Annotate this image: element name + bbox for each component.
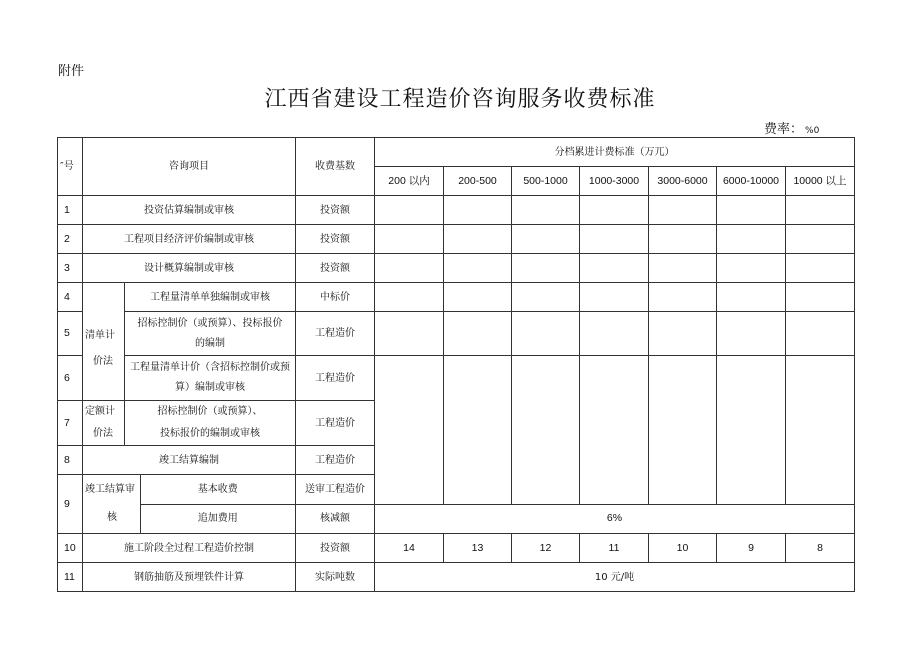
value-cell: [717, 312, 786, 356]
row-base: 中标价: [296, 283, 375, 312]
group-dinge: [83, 401, 125, 446]
value-cell: 10: [649, 534, 717, 563]
value-cell: [444, 312, 512, 356]
row-base: 实际吨数: [296, 563, 375, 592]
value-cell: [786, 254, 855, 283]
tier-cell: 10000 以上: [786, 167, 855, 196]
row-base: 投资额: [296, 225, 375, 254]
group-qingdan: [83, 283, 125, 401]
value-cell: [649, 196, 717, 225]
row-number: 10: [58, 534, 83, 563]
value-cell: [580, 254, 649, 283]
value-cell: [649, 446, 717, 475]
value-cell: [580, 401, 649, 446]
value-cell: [580, 225, 649, 254]
header-row: [58, 138, 855, 167]
row-item: 竣工结算编制: [83, 446, 296, 475]
value-cell: [444, 196, 512, 225]
value-cell: [580, 356, 649, 401]
value-cell: [580, 312, 649, 356]
group-qingdan-line2: 价法: [93, 355, 113, 367]
row-base: 工程造价: [296, 401, 375, 446]
fee-standard-table: [57, 137, 855, 592]
jungong-subtable: [83, 475, 295, 533]
value-cell: [786, 312, 855, 356]
value-cell: [375, 254, 444, 283]
value-cell: [375, 312, 444, 356]
value-cell: [375, 283, 444, 312]
value-cell: [512, 283, 580, 312]
table-row: [58, 254, 855, 283]
page-title: 江西省建设工程造价咨询服务收费标准: [264, 87, 656, 112]
value-cell: [580, 475, 649, 505]
row-base: 核减额: [296, 504, 375, 534]
group-dinge-line1: 定额计: [85, 406, 115, 417]
value-cell: [717, 446, 786, 475]
value-cell: [444, 225, 512, 254]
tier-cell: 500-1000: [512, 167, 580, 196]
rate-unit: %0: [805, 126, 820, 136]
row-base: 工程造价: [296, 446, 375, 475]
value-cell: [580, 446, 649, 475]
value-cell: [512, 401, 580, 446]
value-cell: [375, 401, 444, 446]
row-base: 投资额: [296, 254, 375, 283]
value-cell: [786, 446, 855, 475]
value-cell: [717, 254, 786, 283]
row-number: 7: [58, 401, 83, 446]
value-cell: [717, 356, 786, 401]
value-cell: [649, 312, 717, 356]
group-jungong-line2: 核: [107, 512, 117, 523]
row-item: 钢筋抽筋及预埋铁件计算: [83, 563, 296, 592]
value-cell: [786, 283, 855, 312]
value-cell: 14: [375, 534, 444, 563]
row-number: 11: [58, 563, 83, 592]
header-tiers-title: 分档累进计费标准（万兀）: [375, 138, 855, 167]
value-cell: [444, 254, 512, 283]
value-cell: [786, 196, 855, 225]
row-number: 4: [58, 283, 83, 312]
row-item: 工程量清单单独编制或审核: [125, 283, 296, 312]
tier-cell: 200-500: [444, 167, 512, 196]
table-row: [58, 283, 855, 312]
value-cell: 12: [512, 534, 580, 563]
row-number: 8: [58, 446, 83, 475]
tier-cell: 200 以内: [375, 167, 444, 196]
attachment-label: 附件: [58, 64, 85, 79]
merged-value-cell: 6%: [375, 504, 855, 534]
value-cell: [717, 475, 786, 505]
row-item: 工程项目经济评价编制或审核: [83, 225, 296, 254]
value-cell: [375, 356, 444, 401]
row-item: 招标控制价（或预算）、投标报价的编制或审核: [125, 401, 296, 446]
table-row: [58, 312, 855, 356]
row-number: 5: [58, 312, 83, 356]
row-number: 6: [58, 356, 83, 401]
value-cell: 11: [580, 534, 649, 563]
header-no: ″号: [58, 138, 83, 196]
tier-cell: 1000-3000: [580, 167, 649, 196]
row-number: 1: [58, 196, 83, 225]
group-jungong-label: [83, 475, 140, 533]
value-cell: [444, 401, 512, 446]
group-dinge-line2: 价法: [93, 428, 113, 439]
value-cell: [444, 283, 512, 312]
value-cell: 9: [717, 534, 786, 563]
row-item: 工程量清单计价（含招标控制价或预算）编制或审核: [125, 356, 296, 401]
row-base: 投资额: [296, 534, 375, 563]
value-cell: [512, 312, 580, 356]
row-item: 招标控制价（或预算）、投标报价的编制: [125, 312, 296, 356]
row-item: 投资估算编制或审核: [83, 196, 296, 225]
value-cell: [444, 356, 512, 401]
value-cell: [717, 196, 786, 225]
header-base: 收费基数: [296, 138, 375, 196]
value-cell: [512, 225, 580, 254]
group-qingdan-line1: 清单计: [85, 329, 115, 341]
value-cell: [512, 254, 580, 283]
rate-label: [764, 118, 819, 137]
value-cell: [717, 283, 786, 312]
merged-value-cell: 10 元/吨: [375, 563, 855, 592]
group-jungong-line1: 竣工结算审: [85, 484, 135, 495]
row-item: 追加费用: [197, 513, 238, 525]
value-cell: [786, 401, 855, 446]
value-cell: [717, 401, 786, 446]
value-cell: [512, 475, 580, 505]
table-row: [58, 225, 855, 254]
table-row: [58, 196, 855, 225]
row-number: 3: [58, 254, 83, 283]
value-cell: 13: [444, 534, 512, 563]
table-row: [58, 401, 855, 446]
row-item: 设计概算编制或审核: [83, 254, 296, 283]
table-row: [58, 534, 855, 563]
table-row: [58, 563, 855, 592]
value-cell: [649, 254, 717, 283]
value-cell: [649, 283, 717, 312]
value-cell: [580, 283, 649, 312]
value-cell: [580, 196, 649, 225]
value-cell: 8: [786, 534, 855, 563]
rate-label-text: 费率：: [764, 122, 804, 137]
row-item: 施工阶段全过程工程造价控制: [83, 534, 296, 563]
tier-cell: 3000-6000: [649, 167, 717, 196]
value-cell: [649, 401, 717, 446]
value-cell: [649, 475, 717, 505]
value-cell: [375, 475, 444, 505]
value-cell: [375, 196, 444, 225]
row-base: 工程造价: [296, 312, 375, 356]
value-cell: [375, 446, 444, 475]
row-number: 9: [58, 475, 83, 534]
value-cell: [649, 225, 717, 254]
row-base: 工程造价: [296, 356, 375, 401]
value-cell: [444, 475, 512, 505]
row-base: 送审工程造价: [296, 475, 375, 505]
value-cell: [512, 446, 580, 475]
value-cell: [717, 225, 786, 254]
row-base: 投资额: [296, 196, 375, 225]
table-row: [58, 475, 855, 505]
header-item: 咨询项目: [83, 138, 296, 196]
value-cell: [512, 356, 580, 401]
tier-cell: 6000-10000: [717, 167, 786, 196]
value-cell: [649, 356, 717, 401]
row-number: 2: [58, 225, 83, 254]
table-row: [58, 446, 855, 475]
value-cell: [786, 475, 855, 505]
value-cell: [786, 356, 855, 401]
value-cell: [375, 225, 444, 254]
group-jungong: [83, 475, 296, 534]
value-cell: [512, 196, 580, 225]
value-cell: [786, 225, 855, 254]
table-row: [58, 356, 855, 401]
row-item: 基本收费: [140, 475, 295, 504]
value-cell: [444, 446, 512, 475]
